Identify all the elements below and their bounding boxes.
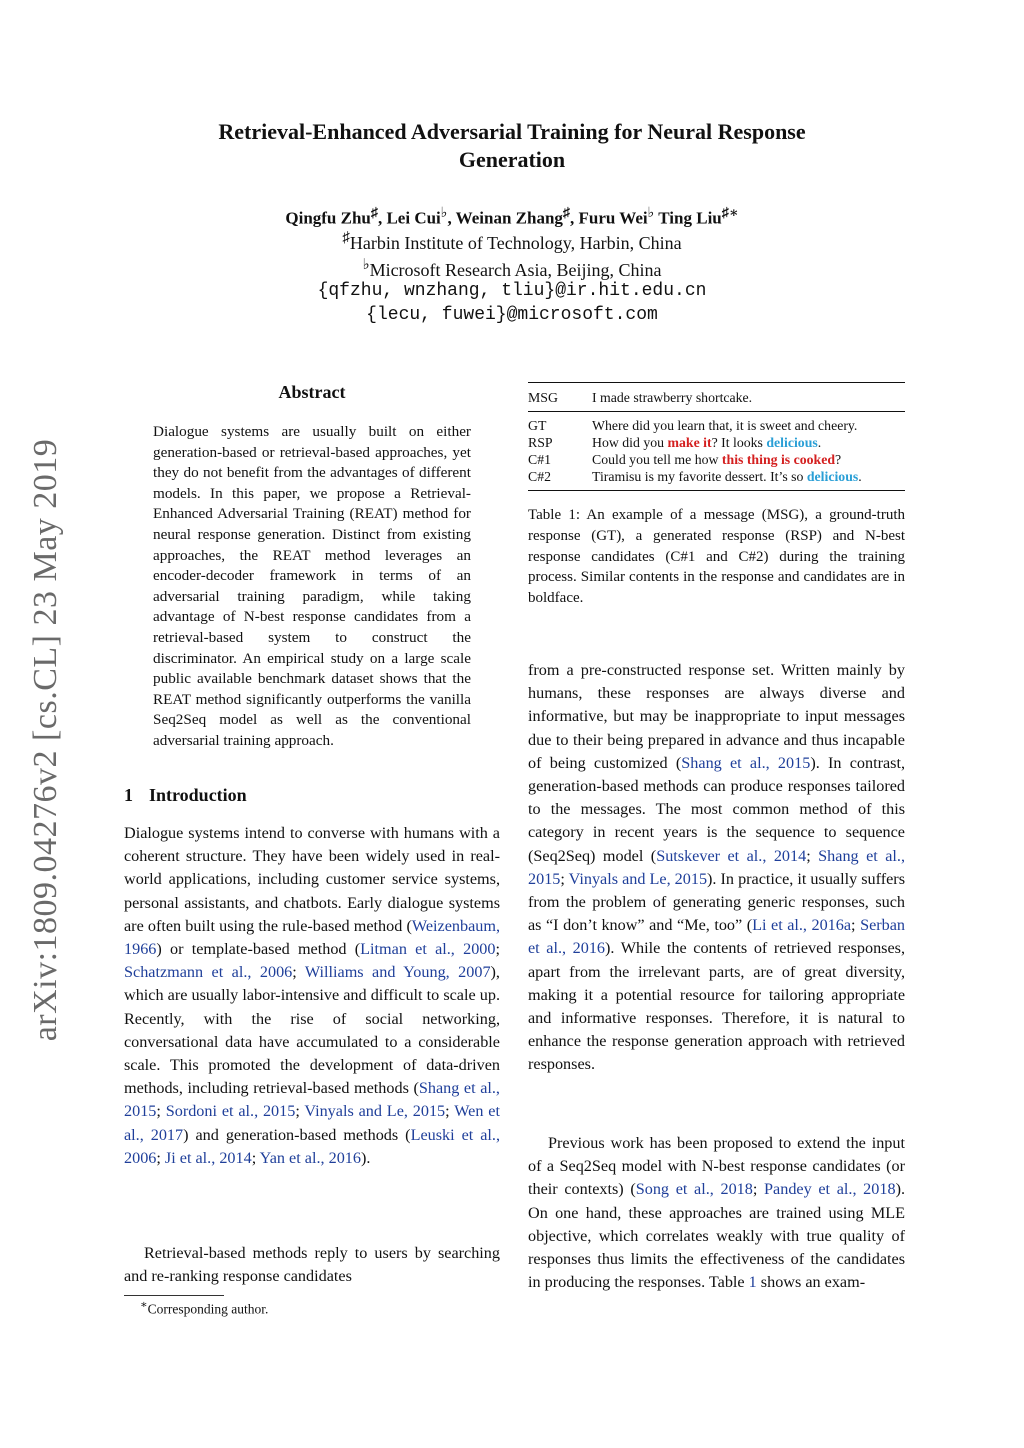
table-header-row bbox=[528, 389, 905, 406]
table-reference-link[interactable]: 1 bbox=[748, 1273, 757, 1292]
table-row bbox=[528, 389, 905, 406]
author-list: Qingfu Zhu♯, Lei Cui♭, Weinan Zhang♯, Furu Wei♭ Ting Liu♯∗ bbox=[285, 205, 739, 228]
author-name: Weinan Zhang bbox=[455, 208, 563, 228]
table-row-text bbox=[592, 417, 905, 434]
row-text-segment: Could you tell me how bbox=[592, 452, 722, 467]
table-row-key: C#2 bbox=[528, 469, 551, 484]
row-text-segment: ? bbox=[835, 452, 842, 467]
table-row-text bbox=[592, 468, 905, 485]
title-line-2: Generation bbox=[458, 147, 566, 172]
footnote bbox=[140, 1298, 268, 1318]
row-text-segment: . bbox=[817, 435, 822, 450]
citation-link[interactable]: Shang et al., 2015 bbox=[528, 846, 905, 888]
table-row-key: RSP bbox=[528, 435, 553, 450]
right-paragraph-1: from a pre-constructed response set. Written mainly by humans, these responses are always diverse and informative, but may be inappropriate to input messages due to their being prepared in advance and thus incapable of being customized (Shang et al., 2015). In contrast, generation-based methods can produce responses tailored to the messages. The most common method of this category in recent years is the sequence to sequence (Seq2Seq) model (Sutskever et al., 2014; Shang et al., 2015; Vinyals and Le, 2015). In practice, it usually suffers from the problem of generating generic responses, such as “I don’t know” and “Me, too” (Li et al., 2016a; Serban et al., 2016). While the contents of retrieved responses, apart from the irrelevant parts, are of great diversity, making it a potential resource for tailoring appropriate and informative responses. Therefore, it is natural to enhance the response generation approach with retrieved responses. bbox=[528, 661, 906, 1074]
author-name: Ting Liu bbox=[658, 208, 722, 228]
title-line-1: Retrieval-Enhanced Adversarial Training for Neural Response bbox=[218, 119, 806, 144]
citation-link[interactable]: Shang et al., 2015 bbox=[124, 1079, 500, 1121]
footnote-rule bbox=[124, 1295, 224, 1296]
right-paragraph-2: Previous work has been proposed to extend the input of a Seq2Seq model with N-best response candidates (or their contexts) (Song et al., 2018; Pandey et al., 2018). On one hand, these approaches are trained using MLE objective, which correlates weakly with true quality of responses thus limits the effectiveness of the candidates in producing the responses. Table 1 shows an exam- bbox=[528, 1134, 905, 1292]
table-row bbox=[528, 434, 905, 451]
citation-link[interactable]: Shang et al., 2015 bbox=[681, 753, 811, 772]
affiliation-mark: ♯ bbox=[342, 230, 350, 246]
row-text-segment: Tiramisu is my favorite dessert. It’s so bbox=[592, 469, 807, 484]
citation-link[interactable]: Litman et al., 2000 bbox=[360, 940, 496, 959]
table-row-key: MSG bbox=[528, 390, 558, 405]
table-body bbox=[528, 417, 905, 485]
citation-link[interactable]: Sutskever et al., 2014 bbox=[656, 846, 807, 865]
affiliation-mark: ♭ bbox=[362, 257, 370, 273]
author-name: Furu Wei bbox=[578, 208, 648, 228]
affiliation-text: Microsoft Research Asia, Beijing, China bbox=[369, 260, 662, 280]
section-title: Introduction bbox=[149, 785, 247, 805]
author-mark: ♭ bbox=[440, 205, 448, 221]
citation-link[interactable]: Serban et al., 2016 bbox=[528, 916, 906, 958]
table-row-key: GT bbox=[528, 418, 547, 433]
affiliation-2 bbox=[0, 255, 1024, 281]
row-text-segment: ? It looks bbox=[711, 435, 767, 450]
intro-paragraph-1: Dialogue systems intend to converse with humans with a coherent structure. They have been widely used in real-world applications, including customer service systems, personal assistants, and chatbots. Early dialogue systems are often built using the rule-based method (Weizenbaum, 1966) or template-based method (Litman et al., 2000; Schatzmann et al., 2006; Williams and Young, 2007), which are usually labor-intensive and difficult to scale up. Recently, with the rise of social networking, conversational data have accumulated to a considerable scale. This promoted the development of data-driven methods, including retrieval-based methods (Shang et al., 2015; Sordoni et al., 2015; Vinyals and Le, 2015; Wen et al., 2017) and generation-based methods (Leuski et al., 2006; Ji et al., 2014; Yan et al., 2016). bbox=[124, 824, 501, 1167]
highlighted-phrase: delicious bbox=[806, 469, 859, 484]
citation-link[interactable]: Weizenbaum, 1966 bbox=[124, 916, 500, 959]
table-row-text bbox=[592, 389, 905, 406]
section-number: 1 bbox=[124, 785, 133, 805]
row-text-segment: Where did you learn that, it is sweet and cheery. bbox=[592, 418, 858, 433]
paper-title bbox=[0, 118, 1024, 174]
citation-link[interactable]: Pandey et al., 2018 bbox=[764, 1180, 896, 1199]
affiliation-text: Harbin Institute of Technology, Harbin, China bbox=[349, 233, 682, 253]
table-row-text bbox=[592, 451, 905, 468]
author-mark: ♯ bbox=[562, 205, 570, 221]
abstract-text: Dialogue systems are usually built on either generation-based or retrieval-based approaches, yet they do not benefit from the advantages of different models. In this paper, we propose a Retrieval-Enhanced Adversarial Training (REAT) method for neural response generation. Distinct from existing approaches, the REAT method leverages an encoder-decoder framework in terms of an adversarial training paradigm, while taking advantage of N-best response candidates from a retrieval-based system to construct the discriminator. An empirical study on a large scale public available benchmark dataset shows that the REAT method significantly outperforms the vanilla Seq2Seq model as well as the conventional adversarial training approach. bbox=[153, 423, 471, 749]
highlighted-phrase: make it bbox=[667, 435, 712, 450]
author-mark: ♯ bbox=[370, 205, 378, 221]
table-row-text bbox=[592, 434, 905, 451]
section-heading bbox=[124, 785, 263, 806]
email-1: {qfzhu, wnzhang, tliu}@ir.hit.edu.cn bbox=[317, 281, 707, 301]
table-row bbox=[528, 468, 905, 485]
table-row bbox=[528, 417, 905, 434]
email-2: {lecu, fuwei}@microsoft.com bbox=[366, 305, 658, 325]
citation-link[interactable]: Sordoni et al., 2015 bbox=[165, 1102, 296, 1121]
table-row-key: C#1 bbox=[528, 452, 551, 467]
footnote-text: Corresponding author. bbox=[147, 1301, 269, 1317]
author-name: Qingfu Zhu bbox=[285, 208, 371, 228]
row-text-segment: . bbox=[858, 469, 862, 484]
highlighted-phrase: this thing is cooked bbox=[721, 452, 836, 467]
author-mark: ♯∗ bbox=[721, 205, 739, 221]
citation-link[interactable]: Song et al., 2018 bbox=[635, 1180, 753, 1199]
citation-link[interactable]: Li et al., 2016a bbox=[752, 916, 852, 935]
table-caption: Table 1: An example of a message (MSG), a ground-truth response (GT), a generated response (RSP) and N-best response candidates (C#1 and C#2) during the training process. Similar contents in the response and candidates are in boldface. bbox=[528, 507, 905, 607]
author-mark: ♭ bbox=[647, 205, 655, 221]
citation-link[interactable]: Ji et al., 2014 bbox=[164, 1148, 252, 1167]
citation-link[interactable]: Williams and Young, 2007 bbox=[304, 963, 491, 982]
citation-link[interactable]: Vinyals and Le, 2015 bbox=[568, 869, 708, 888]
arxiv-side-label: arXiv:1809.04276v2 [cs.CL] 23 May 2019 bbox=[27, 438, 64, 1042]
highlighted-phrase: delicious bbox=[766, 435, 818, 450]
row-text-segment: I made strawberry shortcake. bbox=[592, 390, 753, 405]
citation-link[interactable]: Schatzmann et al., 2006 bbox=[124, 963, 293, 982]
abstract-heading: Abstract bbox=[278, 382, 346, 402]
table-row bbox=[528, 451, 905, 468]
row-text-segment: How did you bbox=[592, 435, 668, 450]
footnote-mark: ∗ bbox=[140, 1299, 148, 1311]
citation-link[interactable]: Yan et al., 2016 bbox=[259, 1148, 361, 1167]
citation-link[interactable]: Vinyals and Le, 2015 bbox=[304, 1102, 446, 1121]
citation-link[interactable]: Leuski et al., 2006 bbox=[124, 1125, 501, 1167]
affiliation-1 bbox=[0, 230, 1024, 254]
citation-link[interactable]: Wen et al., 2017 bbox=[124, 1102, 500, 1144]
author-name: Lei Cui bbox=[386, 208, 441, 228]
intro-paragraph-2: Retrieval-based methods reply to users by searching and re-ranking response candidates bbox=[124, 1244, 500, 1286]
table-1 bbox=[528, 382, 905, 491]
